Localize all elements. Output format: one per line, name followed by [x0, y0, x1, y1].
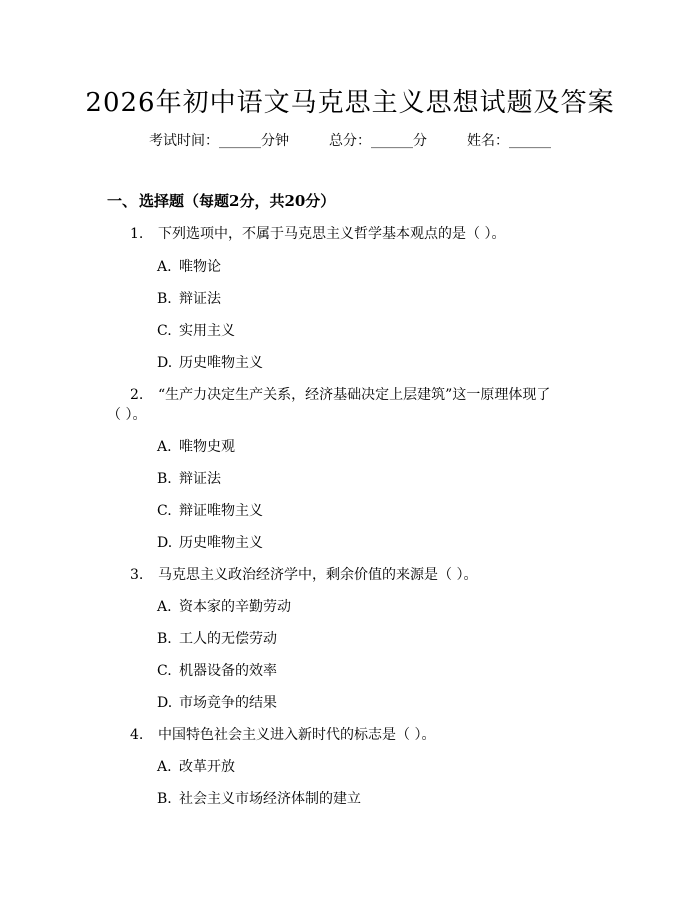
question-number: 3. — [130, 567, 144, 583]
option-letter: B. — [157, 291, 172, 307]
question-number: 2. — [130, 387, 144, 403]
option-letter: C. — [157, 503, 172, 519]
question-2-option-c — [157, 500, 263, 520]
option-text: 改革开放 — [179, 759, 235, 775]
option-text: 辩证法 — [179, 291, 221, 307]
option-letter: B. — [157, 471, 172, 487]
option-letter: D. — [157, 535, 173, 551]
option-text: 历史唯物主义 — [179, 535, 263, 551]
exam-time-field: 考试时间：______分钟 — [149, 133, 289, 149]
option-letter: A. — [157, 759, 172, 775]
option-text: 市场竞争的结果 — [179, 695, 277, 711]
question-4-option-b — [157, 788, 361, 808]
question-1-option-c — [157, 320, 235, 340]
question-2-option-b — [157, 468, 221, 488]
option-text: 资本家的辛勤劳动 — [179, 599, 291, 615]
question-3-option-d — [157, 692, 277, 712]
question-text: 马克思主义政治经济学中，剩余价值的来源是（ ）。 — [158, 567, 478, 583]
question-4-option-a — [157, 756, 235, 776]
option-letter: A. — [157, 599, 172, 615]
option-letter: D. — [157, 695, 173, 711]
question-3-option-b — [157, 628, 277, 648]
question-number: 1. — [130, 226, 144, 242]
question-1-option-a — [157, 256, 221, 276]
option-text: 唯物论 — [179, 259, 221, 275]
question-3-option-a — [157, 596, 291, 616]
option-text: 唯物史观 — [179, 439, 235, 455]
section-heading — [107, 190, 335, 211]
exam-title: 2026年初中语文马克思主义思想试题及答案 — [85, 88, 615, 118]
section-number: 一、 — [107, 192, 138, 210]
question-2-continuation: （ ）。 — [107, 407, 147, 423]
option-letter: C. — [157, 663, 172, 679]
option-text: 辩证法 — [179, 471, 221, 487]
question-2-option-a — [157, 436, 235, 456]
option-text: 实用主义 — [179, 323, 235, 339]
option-letter: C. — [157, 323, 172, 339]
option-text: 历史唯物主义 — [179, 355, 263, 371]
question-text: 下列选项中，不属于马克思主义哲学基本观点的是（ ）。 — [158, 226, 506, 242]
question-2-option-d — [157, 532, 263, 552]
total-score-field: 总分：______分 — [329, 133, 427, 149]
option-letter: A. — [157, 259, 172, 275]
option-text: 辩证唯物主义 — [179, 503, 263, 519]
question-3 — [130, 564, 477, 584]
section-title: 选择题（每题2分，共20分） — [139, 192, 336, 210]
question-3-option-c — [157, 660, 277, 680]
option-letter: D. — [157, 355, 173, 371]
option-letter: B. — [157, 791, 172, 807]
question-text: 中国特色社会主义进入新时代的标志是（ ）。 — [158, 727, 436, 743]
option-text: 社会主义市场经济体制的建立 — [179, 791, 361, 807]
option-letter: A. — [157, 439, 172, 455]
question-1-option-d — [157, 352, 263, 372]
question-1 — [130, 223, 505, 243]
question-number: 4. — [130, 727, 144, 743]
option-text: 机器设备的效率 — [179, 663, 277, 679]
student-name-field: 姓名：______ — [467, 133, 551, 149]
question-2 — [130, 384, 550, 404]
exam-meta — [0, 130, 700, 150]
question-1-option-b — [157, 288, 221, 308]
question-4 — [130, 724, 435, 744]
question-text: “生产力决定生产关系，经济基础决定上层建筑”这一原理体现了 — [158, 387, 551, 403]
option-letter: B. — [157, 631, 172, 647]
option-text: 工人的无偿劳动 — [179, 631, 277, 647]
